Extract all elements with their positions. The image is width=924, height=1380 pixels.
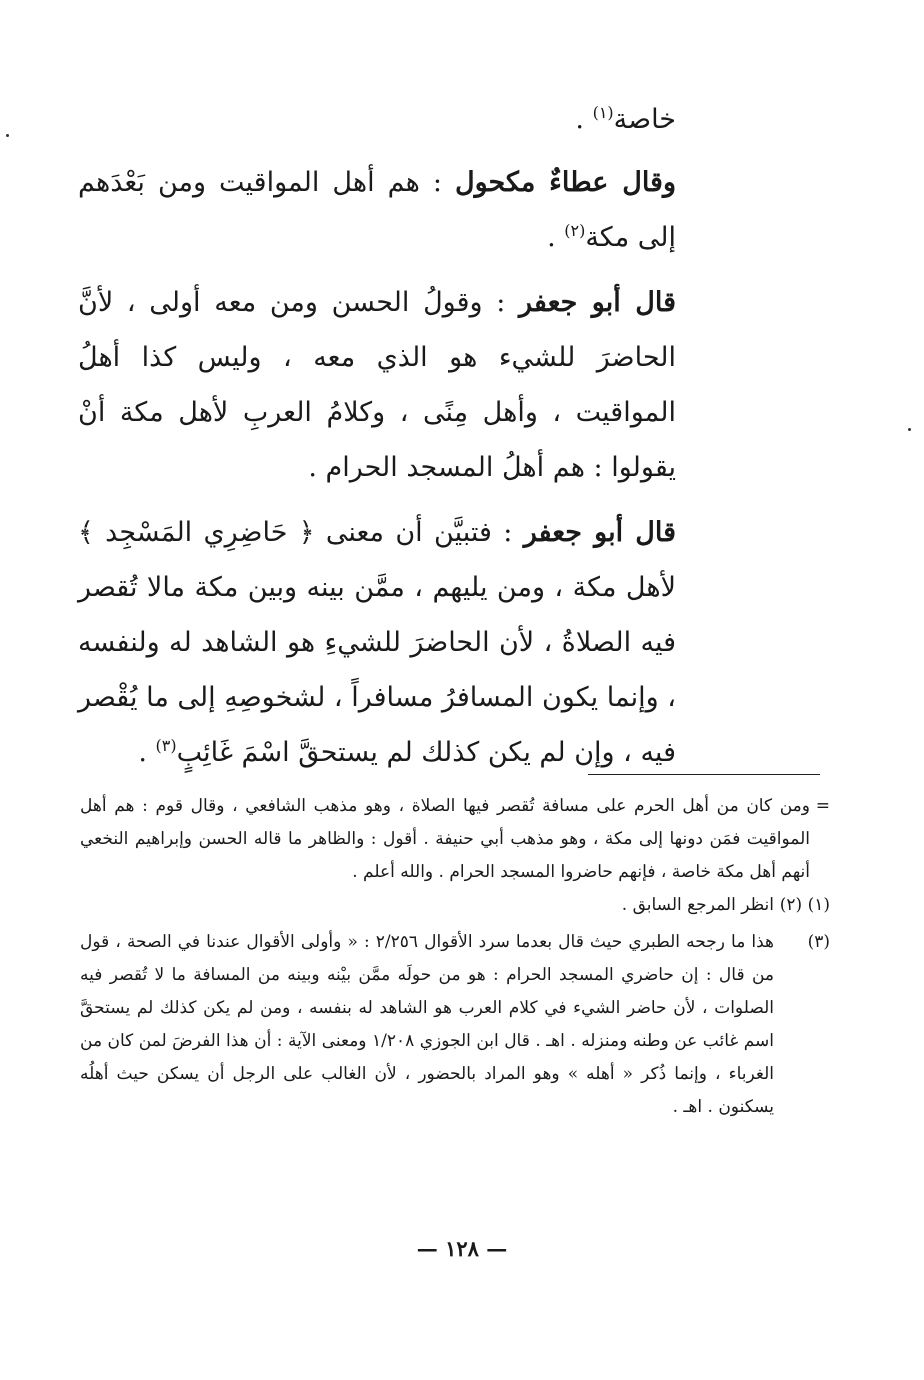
page-number: [0, 1236, 924, 1261]
footnote-marker: (٣): [807, 932, 830, 952]
footnote-text: هذا ما رجحه الطبري حيث قال بعدما سرد الأقوال ٢/٢٥٦ : « وأولى الأقوال عندنا في الصحة ، قول من قال : إن حاضري المسجد الحرام : هو من حولَه ممَّن بيْنه وبينه من المسافة ما لا تُقصر فيه الصلوات ، لأن حاضر الشيء في كلام العرب هو الشاهد له بنفسه ، ومن لم يكن كذلك لم يستحقَّ اسم غائب عن وطنه ومنزله . اهـ . قال ابن الجوزي ١/٢٠٨ ومعنى الآية : أن هذا الفرضَ لمن كان من الغرباء ، وإنما ذُكر « أهله » وهو المراد بالحضور ، لأن الغالب على الرجل أن يسكن حيث أهلُه يسكنون . اهـ .: [80, 932, 775, 1117]
paragraph-text: : هم أهل المواقيت ومن بَعْدَهم إلى مكة: [78, 167, 676, 253]
page-number-text: — ١٢٨ —: [416, 1236, 508, 1261]
paragraph-end: .: [138, 737, 156, 768]
speaker-name: قال أبو جعفر: [519, 287, 676, 318]
footnote-marker: =: [815, 796, 830, 816]
footnote-divider: [588, 774, 820, 775]
paragraph-end: .: [547, 222, 565, 253]
paragraph-text: : فتبيَّن أن معنى ﴿ حَاضِرِي المَسْجِد ﴾ لأهل مكة ، ومن يليهم ، ممَّن بينه وبين مكة مالا تُقصر فيه الصلاةُ ، لأن الحاضرَ للشيءِ هو الشاهد له ولنفسه ، وإنما يكون المسافرُ مسافراً ، لشخوصِهِ إلى ما يُقْصر فيه ، وإن لم يكن كذلك لم يستحقَّ اسْمَ غَائِبٍ: [78, 517, 677, 768]
footnote-ref[interactable]: (٢): [564, 221, 586, 240]
main-text: [78, 92, 676, 790]
footnotes: [80, 790, 830, 1124]
scan-speck: [908, 428, 911, 431]
paragraph-text: خاصة: [613, 104, 676, 135]
paragraph-2: [78, 155, 676, 265]
footnote-3: [80, 926, 830, 1124]
paragraph-end: .: [575, 104, 593, 135]
footnote-1-2: [80, 889, 830, 922]
speaker-name: وقال عطاءٌ مكحول: [454, 167, 676, 198]
footnote-ref[interactable]: (٣): [155, 736, 177, 755]
paragraph-text: : وقولُ الحسن ومن معه أولى ، لأنَّ الحاضرَ للشيء هو الذي معه ، وليس كذا أهلُ المواقيت ، وأهل مِنًى ، وكلامُ العربِ لأهل مكة أنْ يقولوا : هم أهلُ المسجد الحرام .: [78, 287, 676, 483]
scan-speck: [6, 134, 9, 137]
speaker-name: قال أبو جعفر: [523, 517, 676, 548]
paragraph-4: [78, 505, 676, 780]
footnote-ref[interactable]: (١): [592, 103, 614, 122]
paragraph-1: [78, 92, 676, 147]
paragraph-3: [78, 275, 676, 495]
footnote-continuation: [80, 790, 830, 889]
footnote-text: ومن كان من أهل الحرم على مسافة تُقصر فيها الصلاة ، وهو مذهب الشافعي ، وقال قوم : هم أهل المواقيت فمَن دونها إلى مكة ، وهو مذهب أبي حنيفة . أقول : والظاهر ما قاله الحسن وإبراهيم النخعي أنهم أهل مكة خاصة ، فإنهم حاضروا المسجد الحرام . والله أعلم .: [80, 796, 810, 882]
footnote-text: انظر المرجع السابق .: [621, 895, 774, 915]
footnote-marker: (١) (٢): [779, 895, 830, 915]
